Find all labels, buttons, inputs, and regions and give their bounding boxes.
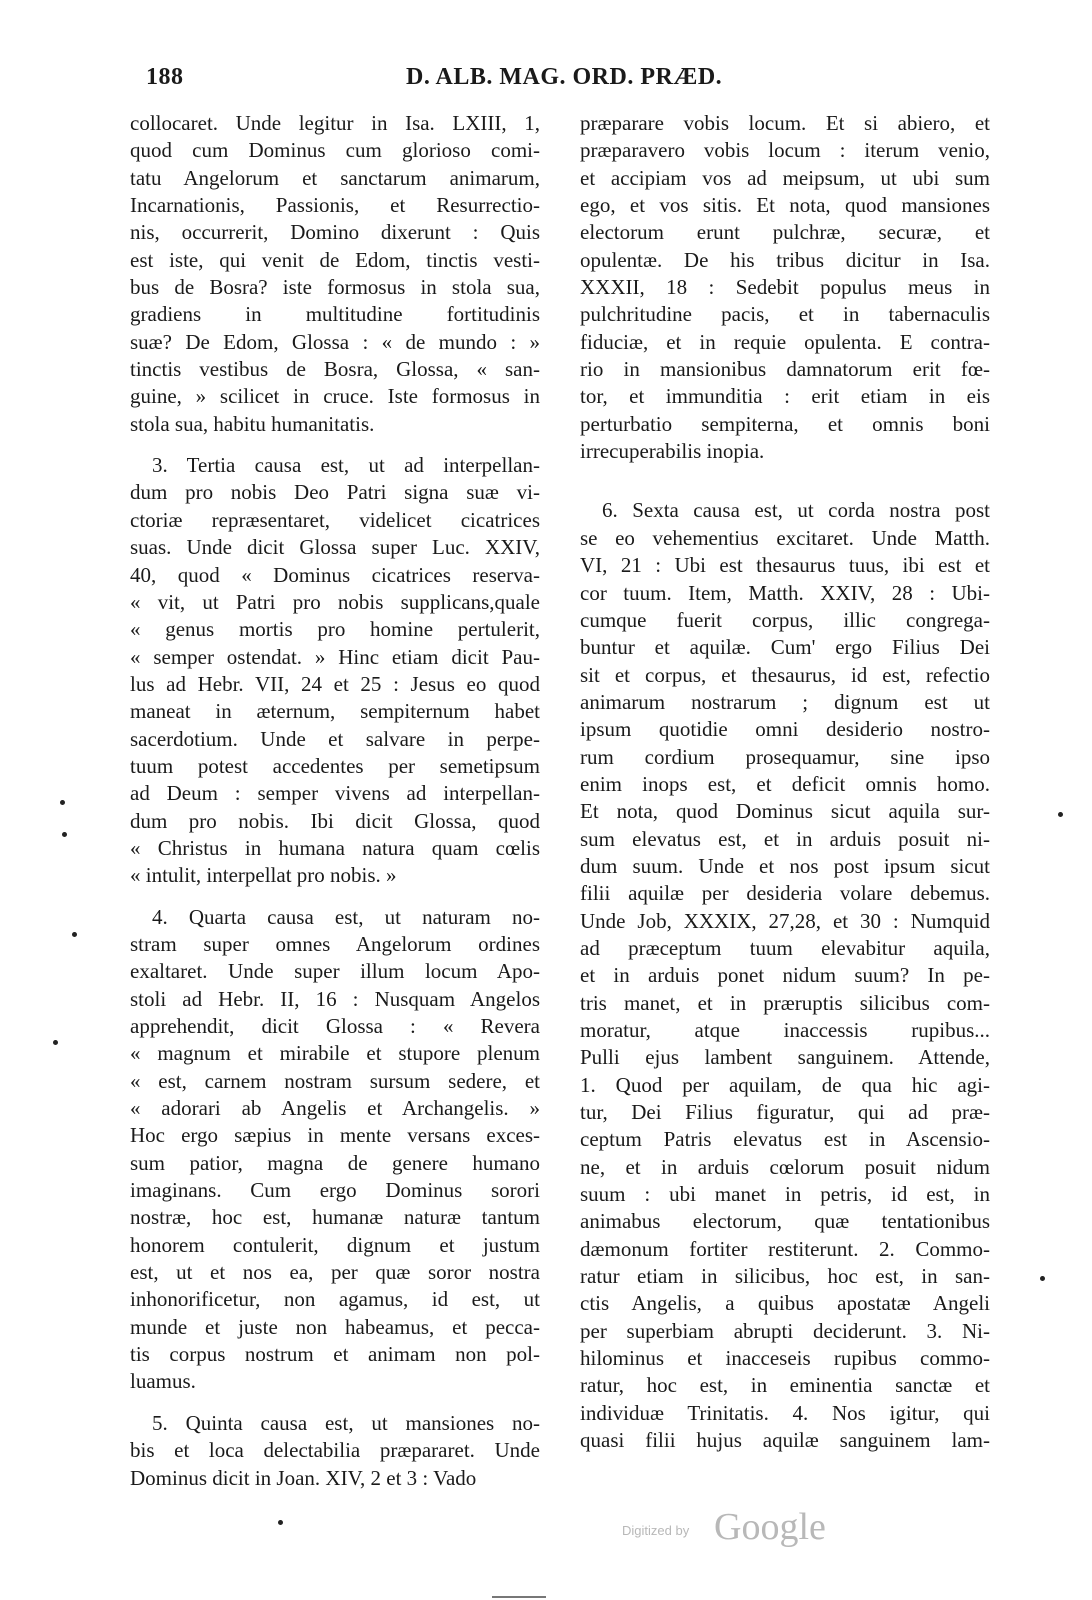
margin-mark [53, 1040, 58, 1045]
text-line: gradiens in multitudine fortitudinis [130, 302, 540, 327]
bottom-rule [492, 1596, 546, 1598]
text-line: « intulit, interpellat pro nobis. » [130, 863, 397, 888]
right-text-column [580, 110, 990, 1455]
text-line: quasi filii hujus aquilæ sanguinem lam- [580, 1428, 990, 1453]
text-line: imaginans. Cum ergo Dominus sorori [130, 1178, 540, 1203]
text-line: Hoc ergo sæpius in mente versans exces- [130, 1123, 540, 1148]
text-line: fiduciæ, et in requie opulenta. E contra- [580, 329, 990, 354]
text-line: tur, Dei Filius figuratur, qui ad præ- [580, 1100, 990, 1125]
running-title: D. ALB. MAG. ORD. PRÆD. [406, 64, 723, 90]
margin-mark [278, 1520, 283, 1525]
margin-mark [1058, 812, 1063, 817]
text-line: dum pro nobis Deo Patri signa suæ vi- [130, 480, 540, 505]
text-line: VI, 21 : Ubi est thesaurus tuus, ibi est et [580, 553, 990, 578]
margin-mark [72, 932, 77, 937]
text-line: Et nota, quod Dominus sicut aquila sur- [580, 799, 990, 824]
text-line: « adorari ab Angelis et Archangelis. » [130, 1096, 540, 1121]
watermark-prefix: Digitized by [622, 1523, 690, 1538]
text-line: præparare vobis locum. Et si abiero, et [580, 111, 990, 135]
text-line: ctoriæ repræsentaret, videlicet cicatrices [130, 507, 540, 532]
text-line: tinctis vestibus de Bosra, Glossa, « san- [130, 357, 540, 382]
page-header [146, 64, 986, 104]
text-line: tris manet, et in præruptis silicibus com- [580, 990, 990, 1015]
text-line: suas. Unde dicit Glossa super Luc. XXIV, [130, 535, 540, 560]
text-line: ratur, hoc est, in eminentia sanctæ et [580, 1373, 990, 1398]
text-line: stoli ad Hebr. II, 16 : Nusquam Angelos [130, 986, 540, 1011]
text-line: « est, carnem nostram sursum sedere, et [130, 1068, 540, 1093]
text-line: 3. Tertia causa est, ut ad interpellan- [152, 453, 540, 478]
text-line: Dominus dicit in Joan. XIV, 2 et 3 : Vado [130, 1465, 477, 1490]
text-line: guine, » scilicet in cruce. Iste formosus in [130, 384, 540, 409]
text-line: « semper ostendat. » Hinc etiam dicit Pau- [130, 644, 540, 669]
text-line: 4. Quarta causa est, ut naturam no- [152, 904, 540, 929]
text-line: perturbatio sempiterna, et omnis boni [580, 411, 990, 436]
text-line: animabus electorum, quæ tentationibus [580, 1209, 990, 1234]
text-line: rio in mansionibus damnatorum erit fœ- [580, 357, 990, 382]
text-line: 40, quod « Dominus cicatrices reserva- [130, 562, 540, 587]
text-line: dum suum. Unde et nos post ipsum sicut [580, 853, 990, 878]
text-line: ad Deum : semper vivens ad interpellan- [130, 781, 540, 806]
text-line: sit et corpus, et thesaurus, id est, refectio [580, 662, 990, 687]
text-line: 1. Quod per aquilam, de qua hic agi- [580, 1072, 990, 1097]
text-line: 6. Sexta causa est, ut corda nostra post [602, 498, 990, 523]
text-line: bis et loca delectabilia præpararet. Unde [130, 1438, 540, 1463]
text-line: moratur, atque inaccessis rupibus... [580, 1018, 990, 1042]
text-line: apprehendit, dicit Glossa : « Revera [130, 1014, 540, 1038]
text-line: et in arduis ponet nidum suum? In pe- [580, 963, 990, 988]
google-logo: Google [714, 1506, 826, 1548]
text-line: ctis Angelis, a quibus apostatæ Angeli [580, 1291, 990, 1316]
text-line: Incarnationis, Passionis, et Resurrectio- [130, 193, 540, 218]
text-line: nostræ, hoc est, humanæ naturæ tantum [130, 1205, 540, 1230]
text-line: honorem contulerit, dignum et justum [130, 1232, 540, 1257]
text-line: filii aquilæ per desideria volare debemus. [580, 881, 990, 906]
text-line: irrecuperabilis inopia. [580, 439, 765, 464]
paragraph-gap [130, 1396, 540, 1410]
text-line: hilominus et inacceseis rupibus commo- [580, 1346, 990, 1371]
text-line: inhonorificetur, non agamus, id est, ut [130, 1287, 540, 1312]
paragraph-gap [130, 890, 540, 904]
text-line: pulchritudine pacis, et in tabernaculis [580, 302, 990, 327]
text-line: animarum nostrarum ; dignum est ut [580, 689, 990, 714]
text-line: quod cum Dominus cum glorioso comi- [130, 138, 540, 163]
text-line: ceptum Patris elevatus est in Ascensio- [580, 1127, 990, 1152]
text-line: ego, et vos sitis. Et nota, quod mansiones [580, 193, 990, 218]
text-line: buntur et aquilæ. Cum' ergo Filius Dei [580, 635, 990, 660]
text-line: electorum erunt pulchræ, securæ, et [580, 220, 990, 245]
text-line: suæ? De Edom, Glossa : « de mundo : » [130, 329, 540, 354]
text-line: sum patior, magna de genere humano [130, 1150, 540, 1175]
digitized-by-watermark [622, 1503, 852, 1548]
margin-mark [1040, 1276, 1045, 1281]
text-line: cumque fuerit corpus, illic congrega- [580, 607, 990, 632]
text-line: stola sua, habitu humanitatis. [130, 411, 375, 436]
page-number: 188 [146, 64, 184, 90]
text-line: dæmonum fortiter restiterunt. 2. Commo- [580, 1236, 990, 1261]
text-line: bus de Bosra? iste formosus in stola sua, [130, 275, 540, 300]
text-line: maneat in æternum, sempiternum habet [130, 699, 540, 724]
text-line: nis, occurrerit, Domino dixerunt : Quis [130, 220, 540, 245]
paragraph-gap [580, 465, 990, 497]
text-line: individuæ Trinitatis. 4. Nos igitur, qui [580, 1400, 990, 1425]
text-line: se eo vehementius excitaret. Unde Matth. [580, 525, 990, 550]
text-line: « vit, ut Patri pro nobis supplicans,quale [130, 589, 540, 614]
text-line: est iste, qui venit de Edom, tinctis vesti- [130, 247, 540, 272]
text-line: munde et juste non habeamus, et pecca- [130, 1314, 540, 1339]
text-line: est, ut et nos ea, per quæ soror nostra [130, 1260, 540, 1285]
margin-mark [62, 832, 67, 837]
text-line: « Christus in humana natura quam cœlis [130, 835, 540, 860]
text-line: ratur etiam in silicibus, hoc est, in san- [580, 1264, 990, 1289]
text-line: tor, et immunditia : erit etiam in eis [580, 384, 990, 409]
text-line: tatu Angelorum et sanctarum animarum, [130, 165, 540, 190]
text-line: « magnum et mirabile et stupore plenum [130, 1041, 540, 1066]
text-line: lus ad Hebr. VII, 24 et 25 : Jesus eo quod [130, 671, 540, 696]
text-line: sacerdotium. Unde et salvare in perpe- [130, 726, 540, 751]
text-line: « genus mortis pro homine pertulerit, [130, 617, 540, 642]
paragraph-gap [130, 438, 540, 452]
text-line: cor tuum. Item, Matth. XXIV, 28 : Ubi- [580, 580, 990, 605]
text-line: dum pro nobis. Ibi dicit Glossa, quod [130, 808, 540, 833]
text-line: ad præceptum tuum elevabitur aquila, [580, 935, 990, 960]
text-line: ipsum quotidie omni desiderio nostro- [580, 717, 990, 742]
text-line: Unde Job, XXXIX, 27,28, et 30 : Numquid [580, 908, 990, 933]
text-line: per superbiam abrupti deciderunt. 3. Ni- [580, 1318, 990, 1343]
text-line: ne, et in arduis cœlorum posuit nidum [580, 1154, 990, 1179]
text-line: et accipiam vos ad meipsum, ut ubi sum [580, 165, 990, 190]
text-line: XXXII, 18 : Sedebit populus meus in [580, 275, 990, 300]
margin-mark [60, 800, 65, 805]
text-line: opulentæ. De his tribus dicitur in Isa. [580, 247, 990, 272]
text-line: rum cordium prosequamur, sine ipso [580, 744, 990, 769]
text-line: stram super omnes Angelorum ordines [130, 931, 540, 956]
text-line: tis corpus nostrum et animam non pol- [130, 1342, 540, 1367]
text-line: exaltaret. Unde super illum locum Apo- [130, 959, 540, 984]
left-text-column [130, 110, 540, 1492]
text-line: Pulli ejus lambent sanguinem. Attende, [580, 1045, 990, 1070]
text-line: enim inops est, et deficit omnis homo. [580, 771, 990, 796]
text-line: suum : ubi manet in petris, id est, in [580, 1182, 990, 1207]
text-line: collocaret. Unde legitur in Isa. LXIII, 1, [130, 111, 540, 135]
text-line: præparavero vobis locum : iterum venio, [580, 138, 990, 163]
text-line: tuum potest accedentes per semetipsum [130, 753, 540, 778]
text-line: sum elevatus est, et in arduis posuit ni- [580, 826, 990, 851]
text-line: 5. Quinta causa est, ut mansiones no- [152, 1410, 540, 1435]
text-line: luamus. [130, 1369, 196, 1394]
